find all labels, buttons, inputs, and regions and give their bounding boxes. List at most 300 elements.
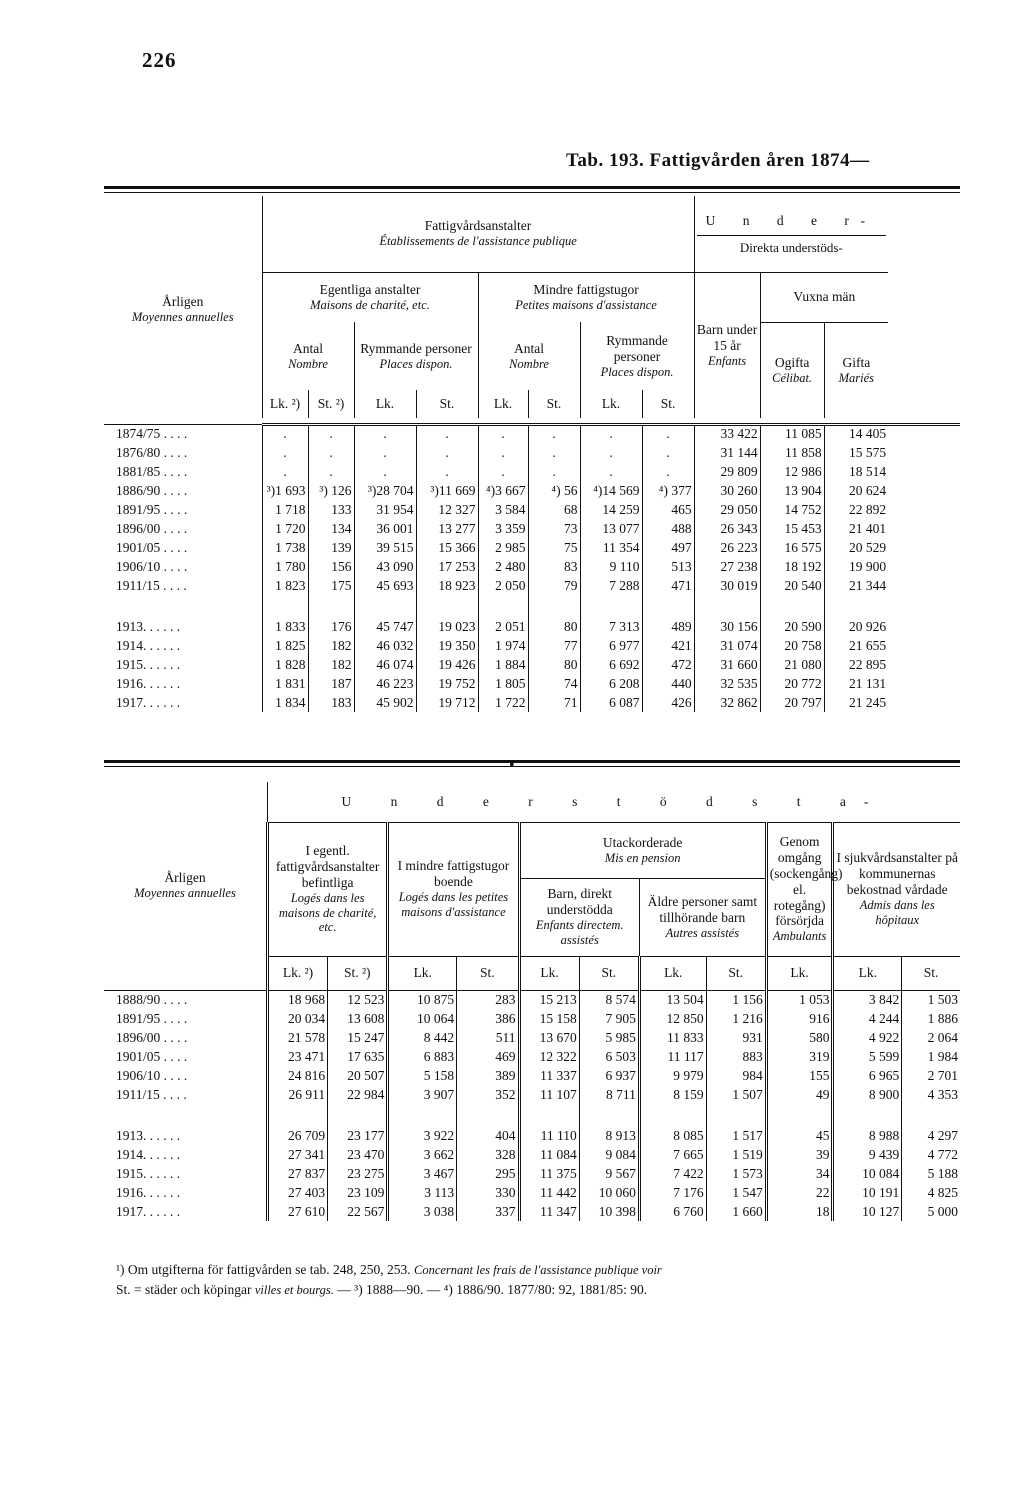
cell-value: 75 — [528, 538, 580, 557]
cell-value: 17 635 — [328, 1047, 388, 1066]
cell-value: 465 — [642, 500, 694, 519]
t2-c1 — [267, 822, 387, 956]
cell-value: 883 — [706, 1047, 766, 1066]
cell-value: 3 922 — [388, 1126, 457, 1145]
sub-mindre-fr: Petites maisons d'assistance — [515, 297, 657, 312]
cell-value: 22 984 — [328, 1085, 388, 1104]
cell-value: 46 074 — [354, 655, 416, 674]
st-2: St. — [416, 390, 478, 418]
cell-value: 16 575 — [760, 538, 824, 557]
table-2 — [104, 782, 960, 1221]
table-row — [104, 655, 960, 674]
row-label: 1913. . . . . . — [116, 618, 181, 634]
t2-c3a — [519, 878, 639, 956]
t2-c2-fr: Logés dans les petites maisons d'assistance — [398, 890, 509, 919]
gifta-header — [824, 322, 888, 418]
cell-value: 488 — [642, 519, 694, 538]
cell-value: 13 904 — [760, 481, 824, 500]
ogifta-header — [760, 322, 824, 418]
cell-value: 187 — [308, 674, 354, 693]
cell-value: . — [308, 462, 354, 481]
cell-value: 1 823 — [262, 576, 308, 595]
row-header-sv: Årligen — [162, 294, 204, 310]
cell-value: ⁴) 377 — [642, 481, 694, 500]
t2-c5 — [833, 822, 960, 956]
cell-value: 7 905 — [579, 1009, 639, 1028]
antal-1-fr: Nombre — [288, 356, 328, 371]
cell-value: . — [354, 424, 416, 443]
cell-value: 19 752 — [416, 674, 478, 693]
cell-value: 21 131 — [824, 674, 888, 693]
footnote-1-sv: ¹) Om utgifterna för fattigvården se tab. 248, 250, 253. — [116, 1262, 411, 1277]
cell-value: 3 662 — [388, 1145, 457, 1164]
cell-value: 11 354 — [580, 538, 642, 557]
cell-value: 20 529 — [824, 538, 888, 557]
cell-value: 8 711 — [579, 1085, 639, 1104]
cell-value: . — [478, 443, 528, 462]
cell-value: 1 503 — [902, 990, 960, 1009]
cell-value: 133 — [308, 500, 354, 519]
cell-value: 11 117 — [639, 1047, 706, 1066]
group-under — [694, 196, 888, 272]
cell-value: . — [478, 424, 528, 443]
cell-value: 32 535 — [694, 674, 760, 693]
cell-value: 513 — [642, 557, 694, 576]
cell-value: 27 837 — [267, 1164, 327, 1183]
cell-value: 440 — [642, 674, 694, 693]
cell-value: 3 038 — [388, 1202, 457, 1221]
t2-c4-sv: Genom omgång (sockengång) el. rotegång) försörjda — [769, 833, 843, 929]
cell-value: 11 858 — [760, 443, 824, 462]
cell-value: 20 590 — [760, 617, 824, 636]
row-label: 1914. . . . . . — [116, 637, 181, 653]
cell-value: 73 — [528, 519, 580, 538]
table-row — [104, 1126, 960, 1145]
cell-value: 11 337 — [519, 1066, 579, 1085]
cell-value: 30 260 — [694, 481, 760, 500]
cell-value: 18 — [766, 1202, 833, 1221]
table-title: Tab. 193. Fattigvården åren 1874— — [566, 150, 870, 171]
table-row — [104, 1145, 960, 1164]
cell-value: 27 341 — [267, 1145, 327, 1164]
cell-value: 17 253 — [416, 557, 478, 576]
sub-mindre-sv: Mindre fattigstugor — [533, 281, 639, 297]
cell-value: 21 578 — [267, 1028, 327, 1047]
footnote-2-rest: — ³) 1888—90. — ⁴) 1886/90. 1877/80: 92, 1881/85: 90. — [337, 1282, 648, 1297]
t2-group-top-label: U n d e r s t ö d s t a- — [341, 793, 887, 809]
row-label: 1915. . . . . . — [116, 1165, 181, 1181]
cell-value: 319 — [766, 1047, 833, 1066]
cell-value: 18 514 — [824, 462, 888, 481]
cell-value: 6 937 — [579, 1066, 639, 1085]
footnote-1 — [116, 1262, 662, 1278]
t2-lk-3: Lk. — [519, 956, 579, 990]
cell-value: 1 738 — [262, 538, 308, 557]
cell-value: 11 442 — [519, 1183, 579, 1202]
cell-value: 13 504 — [639, 990, 706, 1009]
cell-value: 74 — [528, 674, 580, 693]
table-row — [104, 1009, 960, 1028]
cell-value: 8 085 — [639, 1126, 706, 1145]
cell-value: 8 159 — [639, 1085, 706, 1104]
cell-value: 20 507 — [328, 1066, 388, 1085]
t2-st-4: St. — [706, 956, 766, 990]
row-label: 1906/10 . . . . — [116, 558, 188, 574]
row-label: 1913. . . . . . — [116, 1127, 181, 1143]
cell-value: 389 — [457, 1066, 519, 1085]
rymmande-2-sv: Rymmande personer — [606, 332, 668, 364]
t2-c2 — [388, 822, 519, 956]
t2-st-3: St. — [579, 956, 639, 990]
cell-value: 15 366 — [416, 538, 478, 557]
cell-value: 23 275 — [328, 1164, 388, 1183]
cell-value: 20 034 — [267, 1009, 327, 1028]
cell-value: ³)1 693 — [262, 481, 308, 500]
cell-value: ³)11 669 — [416, 481, 478, 500]
cell-value: 31 660 — [694, 655, 760, 674]
cell-value: 3 359 — [478, 519, 528, 538]
cell-value: . — [262, 424, 308, 443]
t2-c2-sv: I mindre fattigstugor boende — [397, 858, 510, 890]
cell-value: 21 344 — [824, 576, 888, 595]
cell-value: 3 907 — [388, 1085, 457, 1104]
cell-value: 39 — [766, 1145, 833, 1164]
table-row — [104, 693, 960, 712]
cell-value: 4 244 — [833, 1009, 902, 1028]
cell-value: 8 988 — [833, 1126, 902, 1145]
cell-value: 10 084 — [833, 1164, 902, 1183]
cell-value: 1 519 — [706, 1145, 766, 1164]
cell-value: 10 875 — [388, 990, 457, 1009]
barn-fr: Enfants — [707, 353, 747, 368]
cell-value: 1 718 — [262, 500, 308, 519]
row-label: 1891/95 . . . . — [116, 1010, 188, 1026]
t2-c3b-sv: Äldre personer samt tillhörande barn — [647, 893, 758, 925]
gifta-fr: Mariés — [838, 370, 875, 385]
t2-row-header-sv: Årligen — [164, 870, 206, 886]
cell-value: 134 — [308, 519, 354, 538]
cell-value: 175 — [308, 576, 354, 595]
cell-value: 6 087 — [580, 693, 642, 712]
table-row — [104, 1202, 960, 1221]
cell-value: 19 712 — [416, 693, 478, 712]
cell-value: 4 297 — [902, 1126, 960, 1145]
table-row — [104, 1085, 960, 1104]
group-fattigvardsanstalter — [262, 196, 694, 272]
rymmande-2 — [580, 322, 694, 390]
footnote-2 — [116, 1282, 647, 1298]
cell-value: . — [354, 443, 416, 462]
mid-rule — [104, 760, 960, 763]
cell-value: 11 107 — [519, 1085, 579, 1104]
cell-value: 489 — [642, 617, 694, 636]
gifta-sv: Gifta — [842, 354, 871, 370]
cell-value: 1 720 — [262, 519, 308, 538]
cell-value: 39 515 — [354, 538, 416, 557]
cell-value: 18 923 — [416, 576, 478, 595]
cell-value: 5 158 — [388, 1066, 457, 1085]
antal-1 — [262, 322, 354, 390]
cell-value: 1 573 — [706, 1164, 766, 1183]
cell-value: 21 655 — [824, 636, 888, 655]
cell-value: . — [308, 443, 354, 462]
cell-value: 471 — [642, 576, 694, 595]
cell-value: 19 900 — [824, 557, 888, 576]
cell-value: 4 922 — [833, 1028, 902, 1047]
row-label: 1906/10 . . . . — [116, 1067, 188, 1083]
cell-value: 1 507 — [706, 1085, 766, 1104]
cell-value: 14 259 — [580, 500, 642, 519]
table-row — [104, 576, 960, 595]
vuxna-header: Vuxna män — [760, 272, 888, 322]
row-label: 1891/95 . . . . — [116, 501, 188, 517]
cell-value: 1 156 — [706, 990, 766, 1009]
cell-value: 7 665 — [639, 1145, 706, 1164]
cell-value: 1 884 — [478, 655, 528, 674]
cell-value: 3 113 — [388, 1183, 457, 1202]
t2-row-header — [104, 782, 267, 990]
cell-value: 11 085 — [760, 424, 824, 443]
cell-value: . — [580, 462, 642, 481]
lk-3: Lk. — [478, 390, 528, 418]
cell-value: 330 — [457, 1183, 519, 1202]
cell-value: 1 886 — [902, 1009, 960, 1028]
cell-value: 328 — [457, 1145, 519, 1164]
cell-value: . — [642, 424, 694, 443]
row-label: 1917. . . . . . — [116, 694, 181, 710]
cell-value: . — [642, 462, 694, 481]
footnote-1-fr: Concernant les frais de l'assistance publique voir — [413, 1263, 662, 1277]
cell-value: 1 974 — [478, 636, 528, 655]
cell-value: ⁴) 56 — [528, 481, 580, 500]
rymmande-2-fr: Places dispon. — [600, 364, 674, 379]
cell-value: 404 — [457, 1126, 519, 1145]
cell-value: 20 926 — [824, 617, 888, 636]
cell-value: . — [262, 462, 308, 481]
cell-value: 31 144 — [694, 443, 760, 462]
cell-value: 22 567 — [328, 1202, 388, 1221]
row-label: 1911/15 . . . . — [116, 577, 187, 593]
row-label: 1916. . . . . . — [116, 675, 181, 691]
cell-value: 15 247 — [328, 1028, 388, 1047]
cell-value: 9 979 — [639, 1066, 706, 1085]
cell-value: 10 060 — [579, 1183, 639, 1202]
cell-value: 18 968 — [267, 990, 327, 1009]
cell-value: 30 156 — [694, 617, 760, 636]
row-label: 1886/90 . . . . — [116, 482, 188, 498]
cell-value: 1 216 — [706, 1009, 766, 1028]
cell-value: 36 001 — [354, 519, 416, 538]
row-label: 1896/00 . . . . — [116, 520, 188, 536]
cell-value: 156 — [308, 557, 354, 576]
cell-value: 7 313 — [580, 617, 642, 636]
cell-value: 9 084 — [579, 1145, 639, 1164]
table-row — [104, 1028, 960, 1047]
antal-1-sv: Antal — [293, 340, 323, 356]
cell-value: 15 453 — [760, 519, 824, 538]
table-row — [104, 636, 960, 655]
t2-st-2: St. — [457, 956, 519, 990]
cell-value: 49 — [766, 1085, 833, 1104]
cell-value: 14 752 — [760, 500, 824, 519]
cell-value: 8 913 — [579, 1126, 639, 1145]
cell-value: 33 422 — [694, 424, 760, 443]
cell-value: 155 — [766, 1066, 833, 1085]
t2-row-header-fr: Moyennes annuelles — [134, 886, 236, 901]
cell-value: 2 701 — [902, 1066, 960, 1085]
cell-value: 1 517 — [706, 1126, 766, 1145]
table-row — [104, 538, 960, 557]
cell-value: 182 — [308, 655, 354, 674]
row-gap — [104, 1104, 960, 1126]
cell-value: 23 471 — [267, 1047, 327, 1066]
cell-value: 5 188 — [902, 1164, 960, 1183]
cell-value: 511 — [457, 1028, 519, 1047]
ogifta-fr: Célibat. — [772, 370, 813, 385]
cell-value: 421 — [642, 636, 694, 655]
cell-value: 80 — [528, 655, 580, 674]
cell-value: 2 480 — [478, 557, 528, 576]
group-right-label: U n d e r- — [705, 212, 878, 228]
cell-value: 77 — [528, 636, 580, 655]
antal-2-sv: Antal — [514, 340, 544, 356]
t2-c3b — [639, 878, 766, 956]
cell-value: 1 660 — [706, 1202, 766, 1221]
cell-value: 1 722 — [478, 693, 528, 712]
cell-value: . — [478, 462, 528, 481]
table-2-body — [104, 990, 960, 1221]
barn-sv: Barn under 15 år — [696, 321, 758, 353]
cell-value: 6 977 — [580, 636, 642, 655]
cell-value: 34 — [766, 1164, 833, 1183]
cell-value: 6 692 — [580, 655, 642, 674]
cell-value: 20 772 — [760, 674, 824, 693]
cell-value: 1 831 — [262, 674, 308, 693]
cell-value: 1 833 — [262, 617, 308, 636]
table-row — [104, 462, 960, 481]
cell-value: 24 816 — [267, 1066, 327, 1085]
cell-value: 12 322 — [519, 1047, 579, 1066]
t2-c3-sv: Utackorderade — [602, 834, 683, 850]
cell-value: 386 — [457, 1009, 519, 1028]
cell-value: 26 911 — [267, 1085, 327, 1104]
row-label: 1874/75 . . . . — [116, 425, 188, 441]
cell-value: 13 608 — [328, 1009, 388, 1028]
t2-c5-fr: Admis dans les hôpitaux — [859, 898, 935, 927]
cell-value: 3 842 — [833, 990, 902, 1009]
cell-value: 45 747 — [354, 617, 416, 636]
cell-value: 20 797 — [760, 693, 824, 712]
cell-value: ⁴)14 569 — [580, 481, 642, 500]
group-right-sub: Direkta understöds- — [697, 235, 887, 255]
top-rule-thin — [104, 192, 960, 193]
lk-4: Lk. — [580, 390, 642, 418]
cell-value: 15 158 — [519, 1009, 579, 1028]
cell-value: 472 — [642, 655, 694, 674]
t2-lk-2: Lk. — [388, 956, 457, 990]
t2-lk-1: Lk. ²) — [267, 956, 327, 990]
cell-value: 9 439 — [833, 1145, 902, 1164]
cell-value: . — [580, 424, 642, 443]
cell-value: 10 191 — [833, 1183, 902, 1202]
table-row — [104, 1183, 960, 1202]
cell-value: 11 084 — [519, 1145, 579, 1164]
cell-value: 916 — [766, 1009, 833, 1028]
t2-c4-fr: Ambulants — [772, 929, 827, 944]
cell-value: 2 985 — [478, 538, 528, 557]
cell-value: 26 343 — [694, 519, 760, 538]
cell-value: 68 — [528, 500, 580, 519]
cell-value: 8 442 — [388, 1028, 457, 1047]
cell-value: 4 772 — [902, 1145, 960, 1164]
ogifta-sv: Ogifta — [774, 354, 810, 370]
table-1-body — [104, 424, 960, 712]
cell-value: 12 986 — [760, 462, 824, 481]
cell-value: 6 883 — [388, 1047, 457, 1066]
mid-rule-thin — [104, 766, 960, 767]
cell-value: 12 327 — [416, 500, 478, 519]
cell-value: 2 051 — [478, 617, 528, 636]
sub-egentliga-sv: Egentliga anstalter — [319, 281, 421, 297]
cell-value: 26 223 — [694, 538, 760, 557]
cell-value: 2 050 — [478, 576, 528, 595]
rymmande-1-fr: Places dispon. — [379, 356, 453, 371]
cell-value: 46 032 — [354, 636, 416, 655]
cell-value: 9 567 — [579, 1164, 639, 1183]
cell-value: 1 805 — [478, 674, 528, 693]
cell-value: 8 900 — [833, 1085, 902, 1104]
st-4: St. — [642, 390, 694, 418]
t2-c4 — [766, 822, 843, 956]
t2-lk-5: Lk. — [766, 956, 833, 990]
cell-value: 45 902 — [354, 693, 416, 712]
cell-value: 3 584 — [478, 500, 528, 519]
cell-value: 20 758 — [760, 636, 824, 655]
t2-c3a-sv: Barn, direkt understödda — [546, 886, 613, 918]
top-rule — [104, 186, 960, 189]
lk-2: Lk. — [354, 390, 416, 418]
cell-value: . — [308, 424, 354, 443]
t2-c5-sv: I sjukvårdsanstalter på kommunernas bekostnad vårdade — [836, 850, 958, 898]
st-3: St. — [528, 390, 580, 418]
sub-mindre — [478, 272, 694, 322]
footnote-2-sv: St. = städer och köpingar — [116, 1282, 252, 1297]
cell-value: 10 398 — [579, 1202, 639, 1221]
lk-1: Lk. ²) — [262, 390, 308, 418]
cell-value: 6 760 — [639, 1202, 706, 1221]
cell-value: 352 — [457, 1085, 519, 1104]
cell-value: ³)28 704 — [354, 481, 416, 500]
cell-value: . — [416, 443, 478, 462]
cell-value: 139 — [308, 538, 354, 557]
table-1 — [104, 196, 960, 712]
row-label: 1881/85 . . . . — [116, 463, 188, 479]
cell-value: . — [416, 424, 478, 443]
cell-value: 83 — [528, 557, 580, 576]
cell-value: 497 — [642, 538, 694, 557]
cell-value: 7 422 — [639, 1164, 706, 1183]
table-row — [104, 617, 960, 636]
row-header-fr: Moyennes annuelles — [131, 310, 234, 325]
cell-value: 1 547 — [706, 1183, 766, 1202]
cell-value: . — [580, 443, 642, 462]
barn-header — [694, 272, 760, 418]
cell-value: 11 110 — [519, 1126, 579, 1145]
cell-value: 5 000 — [902, 1202, 960, 1221]
cell-value: 32 862 — [694, 693, 760, 712]
cell-value: 1 984 — [902, 1047, 960, 1066]
cell-value: 31 074 — [694, 636, 760, 655]
